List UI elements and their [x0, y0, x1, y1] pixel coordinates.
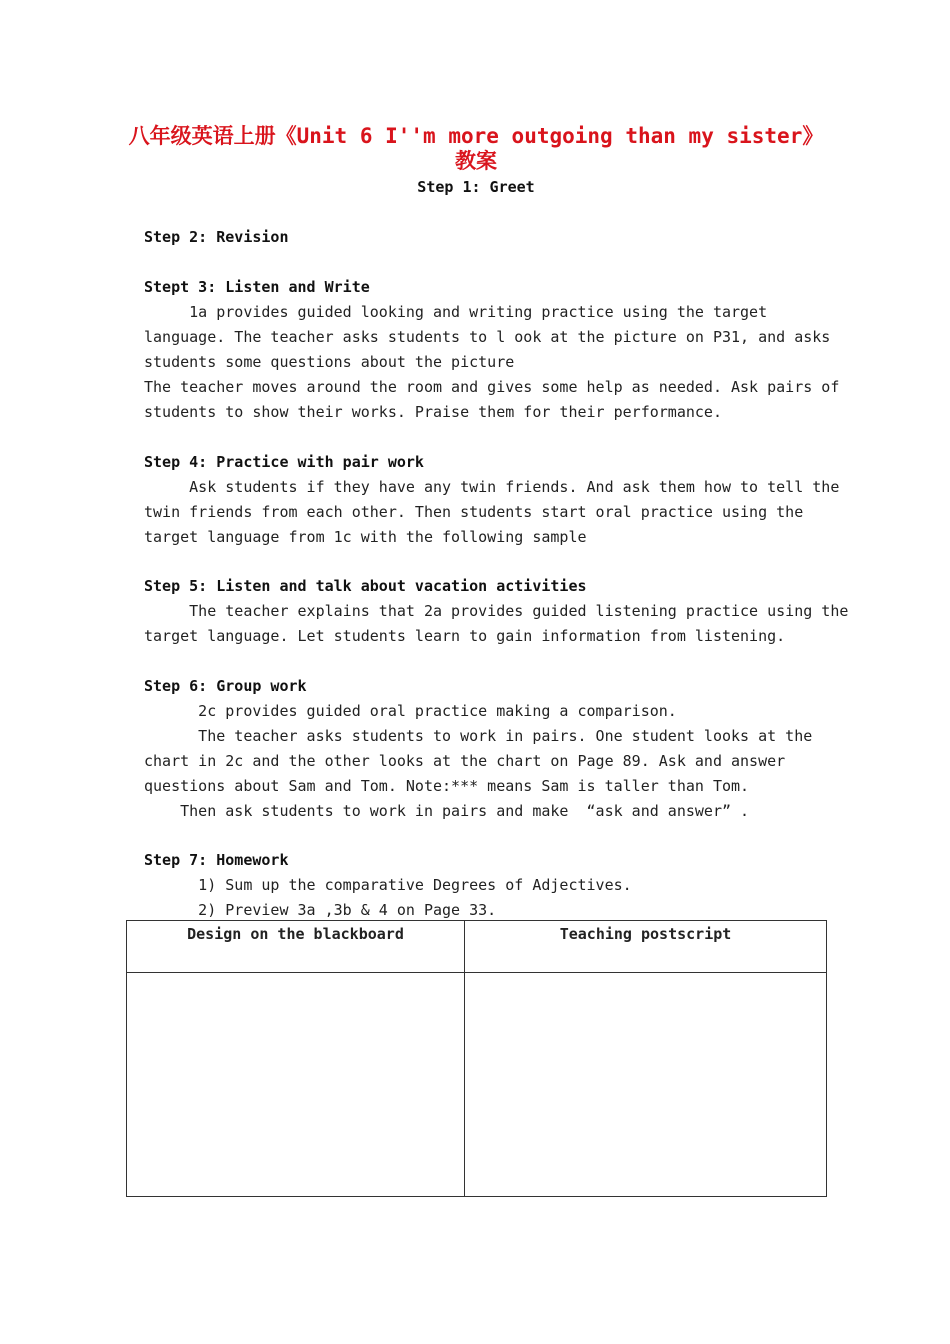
step4-line: Ask students if they have any twin friends. And ask them how to tell the: [144, 478, 840, 496]
step3-line: students some questions about the picture: [144, 353, 515, 371]
step7-heading: Step 7: Homework: [144, 851, 289, 869]
step5-line: The teacher explains that 2a provides guided listening practice using the: [144, 602, 849, 620]
blackboard-table: [126, 920, 827, 1197]
step4-heading: Step 4: Practice with pair work: [144, 453, 424, 471]
step3-line: 1a provides guided looking and writing practice using the target: [144, 303, 768, 321]
teaching-postscript-header: Teaching postscript: [465, 921, 827, 973]
step6-line: The teacher asks students to work in pairs. One student looks at the: [144, 727, 813, 745]
step3-heading: Stept 3: Listen and Write: [144, 278, 370, 296]
step4-line: twin friends from each other. Then students start oral practice using the: [144, 503, 804, 521]
step1-heading: Step 1: Greet: [417, 178, 535, 196]
step6-line: 2c provides guided oral practice making a comparison.: [144, 702, 677, 720]
step3-line: students to show their works. Praise them for their performance.: [144, 403, 722, 421]
document-title: 八年级英语上册《Unit 6 I''m more outgoing than my sister》: [128, 124, 824, 148]
design-on-blackboard-header: Design on the blackboard: [127, 921, 465, 973]
step5-heading: Step 5: Listen and talk about vacation activities: [144, 577, 587, 595]
document-title-line2: 教案: [455, 149, 497, 173]
teaching-postscript-cell: [465, 973, 827, 1197]
step4-line: target language from 1c with the following sample: [144, 528, 587, 546]
step3-line: The teacher moves around the room and gives some help as needed. Ask pairs of: [144, 378, 840, 396]
step5-line: target language. Let students learn to gain information from listening.: [144, 627, 786, 645]
step2-heading: Step 2: Revision: [144, 228, 289, 246]
step7-line: 2) Preview 3a ,3b & 4 on Page 33.: [144, 901, 497, 919]
step6-heading: Step 6: Group work: [144, 677, 307, 695]
design-on-blackboard-cell: [127, 973, 465, 1197]
step6-line: chart in 2c and the other looks at the chart on Page 89. Ask and answer: [144, 752, 786, 770]
step3-line: language. The teacher asks students to l ook at the picture on P31, and asks: [144, 328, 831, 346]
step7-line: 1) Sum up the comparative Degrees of Adjectives.: [144, 876, 632, 894]
step6-line: Then ask students to work in pairs and make “ask and answer” .: [144, 802, 750, 820]
step6-line: questions about Sam and Tom. Note:*** means Sam is taller than Tom.: [144, 777, 750, 795]
